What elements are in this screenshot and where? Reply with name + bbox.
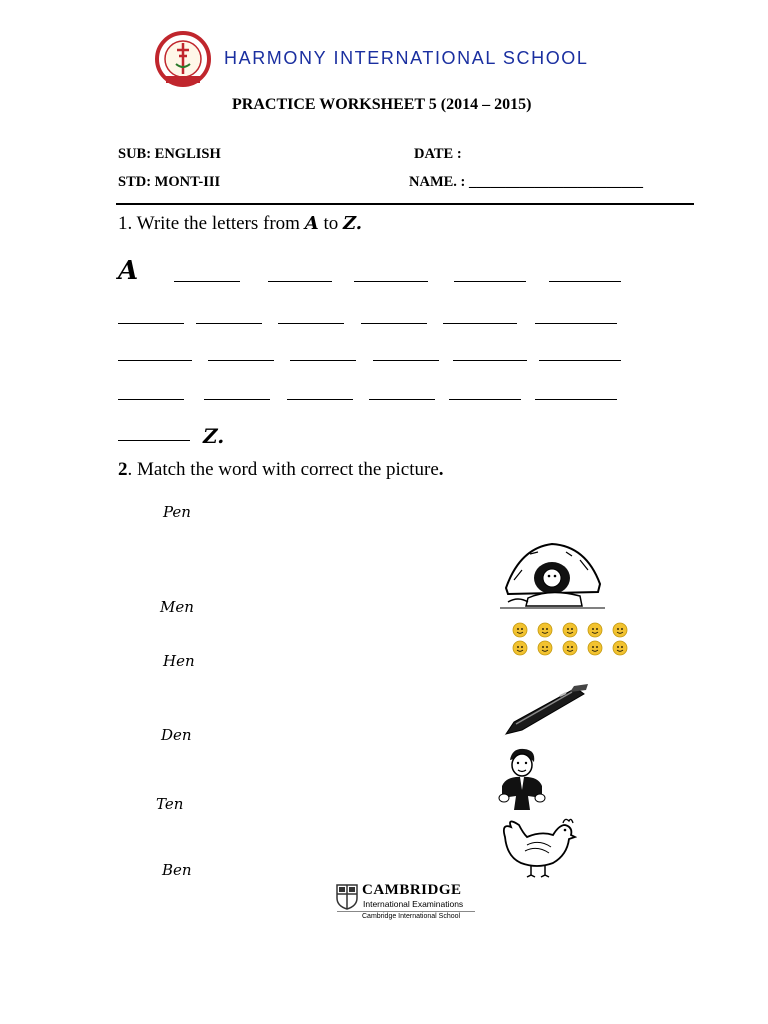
cambridge-subtitle: International Examinations xyxy=(363,899,464,909)
letter-blank[interactable] xyxy=(268,281,332,282)
faces-picture[interactable] xyxy=(509,620,634,658)
cambridge-brand: CAMBRIDGE xyxy=(362,882,462,898)
letter-blank[interactable] xyxy=(454,281,526,282)
standard-label: STD: MONT-III xyxy=(118,174,221,190)
letter-blank[interactable] xyxy=(443,323,517,324)
match-word-men[interactable]: Men xyxy=(160,598,194,616)
pen-picture[interactable] xyxy=(500,682,590,738)
letter-blank[interactable] xyxy=(539,360,621,361)
letter-blank[interactable] xyxy=(369,399,435,400)
question-1-text xyxy=(118,213,362,235)
letter-blank[interactable] xyxy=(174,281,240,282)
letter-blank[interactable] xyxy=(118,360,192,361)
name-label: NAME. : ________________________ xyxy=(409,174,644,190)
cambridge-divider xyxy=(337,911,475,912)
match-word-hen[interactable]: Hen xyxy=(163,652,195,670)
match-word-den[interactable]: Den xyxy=(161,726,192,744)
date-label: DATE : xyxy=(414,146,462,162)
letter-blank[interactable] xyxy=(118,323,184,324)
question-1-prefix: 1. Write the letters from xyxy=(118,213,300,234)
question-2-number: 2 xyxy=(118,459,128,480)
question-2-label: . Match the word with correct the picture xyxy=(127,459,439,480)
from-letter: A xyxy=(304,213,319,234)
letter-blank[interactable] xyxy=(354,281,428,282)
start-letter: A xyxy=(118,256,139,286)
cambridge-shield-icon xyxy=(336,884,358,910)
letter-blank[interactable] xyxy=(535,399,617,400)
question-2-text xyxy=(118,459,444,481)
match-word-ben[interactable]: Ben xyxy=(162,861,192,879)
letter-blank[interactable] xyxy=(208,360,274,361)
cambridge-tagline: Cambridge International School xyxy=(362,913,461,920)
hen-picture[interactable] xyxy=(497,815,577,879)
letter-blank[interactable] xyxy=(287,399,353,400)
lion-den-picture[interactable] xyxy=(500,540,605,612)
question-2-end: . xyxy=(438,459,444,480)
letter-blank[interactable] xyxy=(204,399,270,400)
letter-blank[interactable] xyxy=(118,399,184,400)
end-letter: Z. xyxy=(203,424,225,448)
letter-blank[interactable] xyxy=(453,360,527,361)
letter-blank[interactable] xyxy=(196,323,262,324)
letter-blank[interactable] xyxy=(449,399,521,400)
letter-blank[interactable] xyxy=(361,323,427,324)
subject-label: SUB: ENGLISH xyxy=(118,146,221,162)
school-name: HARMONY INTERNATIONAL SCHOOL xyxy=(224,48,589,68)
question-1-joiner: to xyxy=(323,213,339,234)
letter-blank[interactable] xyxy=(278,323,344,324)
letter-blank[interactable] xyxy=(549,281,621,282)
man-picture[interactable] xyxy=(498,746,546,812)
worksheet-title: PRACTICE WORKSHEET 5 (2014 – 2015) xyxy=(232,96,532,113)
letter-blank[interactable] xyxy=(535,323,617,324)
header-divider xyxy=(116,203,694,205)
match-word-pen[interactable]: Pen xyxy=(163,503,191,521)
letter-blank[interactable] xyxy=(290,360,356,361)
match-word-ten[interactable]: Ten xyxy=(156,795,184,813)
letter-blank[interactable] xyxy=(373,360,439,361)
school-logo xyxy=(152,30,214,88)
to-letter: Z. xyxy=(342,213,363,234)
letter-blank[interactable] xyxy=(118,440,190,441)
